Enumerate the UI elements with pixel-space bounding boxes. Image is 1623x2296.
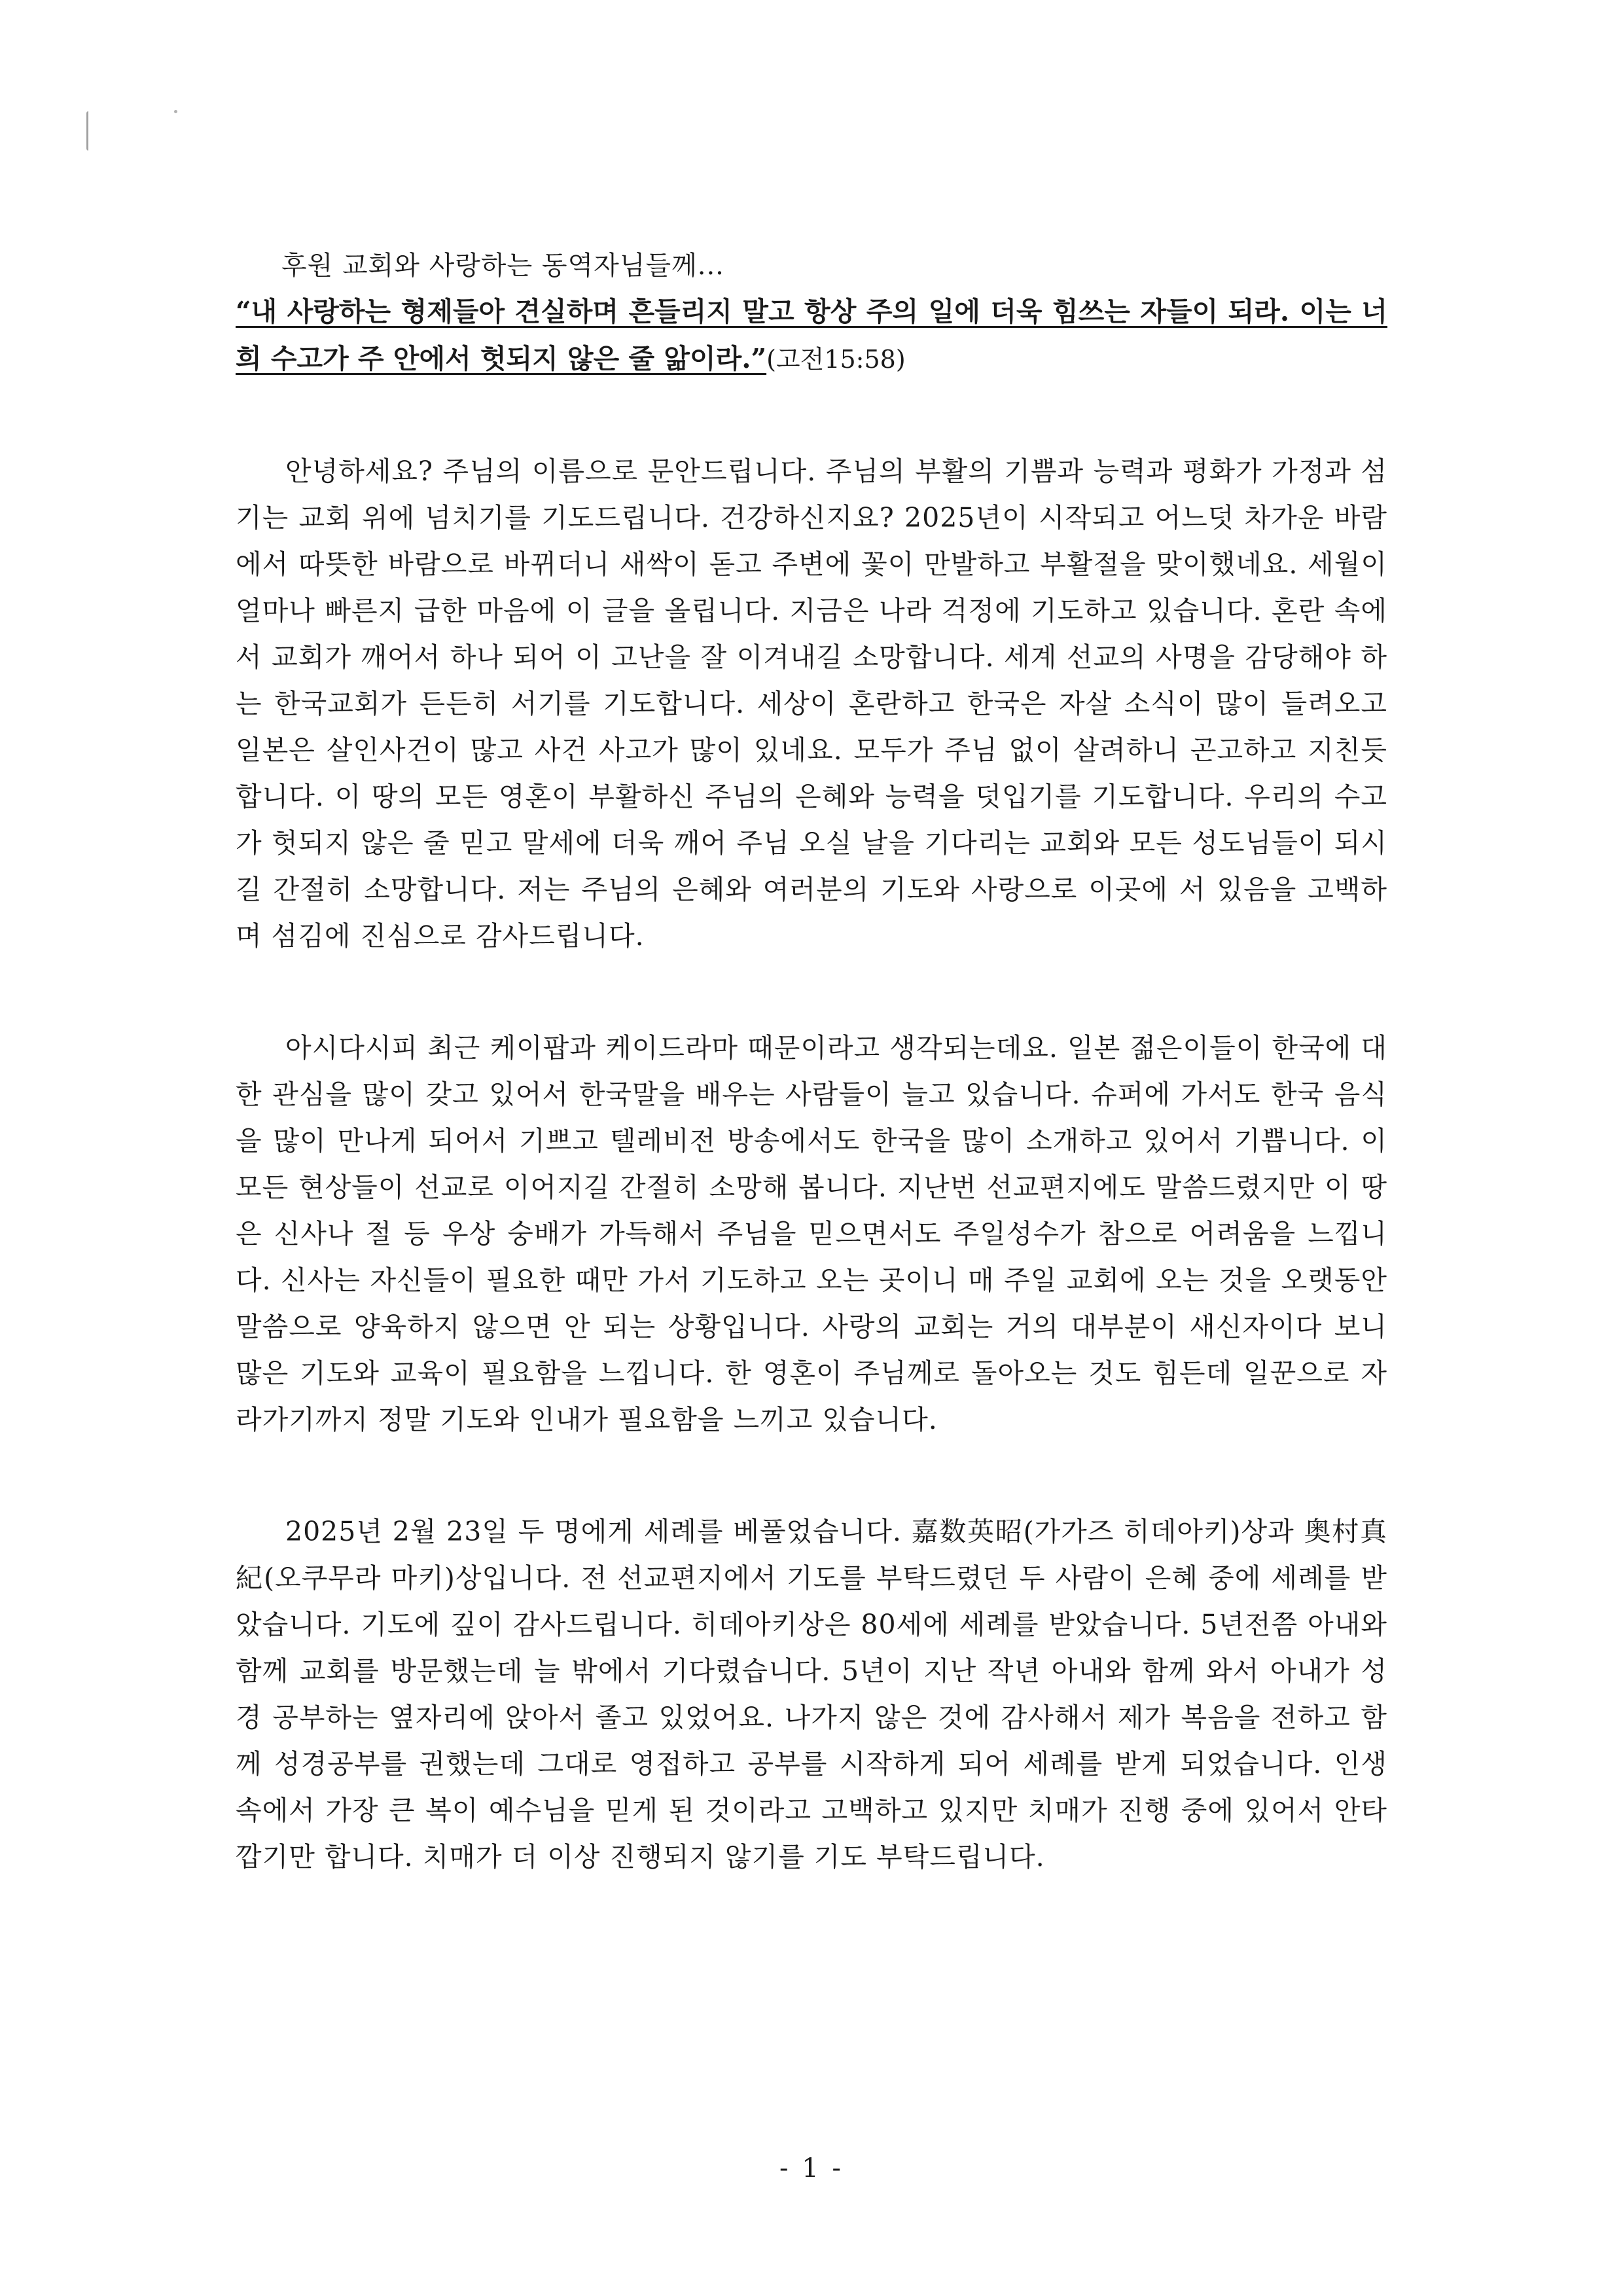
bible-verse (236, 288, 1387, 383)
paragraph-greeting-prayer: 안녕하세요? 주님의 이름으로 문안드립니다. 주님의 부활의 기쁨과 능력과 평화가 가정과 섬기는 교회 위에 넘치기를 기도드립니다. 건강하신지요? 2025년이 시작되고 어느덧 차가운 바람에서 따뜻한 바람으로 바뀌더니 새싹이 돋고 주변에 꽃이 만발하고 부활절을 맞이했네요. 세월이 얼마나 빠른지 급한 마음에 이 글을 올립니다. 지금은 나라 걱정에 기도하고 있습니다. 혼란 속에서 교회가 깨어서 하나 되어 이 고난을 잘 이겨내길 소망합니다. 세계 선교의 사명을 감당해야 하는 한국교회가 든든히 서기를 기도합니다. 세상이 혼란하고 한국은 자살 소식이 많이 들려오고 일본은 살인사건이 많고 사건 사고가 많이 있네요. 모두가 주님 없이 살려하니 곤고하고 지친듯 합니다. 이 땅의 모든 영혼이 부활하신 주님의 은혜와 능력을 덧입기를 기도합니다. 우리의 수고가 헛되지 않은 줄 믿고 말세에 더욱 깨어 주님 오실 날을 기다리는 교회와 모든 성도님들이 되시길 간절히 소망합니다. 저는 주님의 은혜와 여러분의 기도와 사랑으로 이곳에 서 있음을 고백하며 섬김에 진심으로 감사드립니다. (236, 456, 1387, 952)
greeting: 후원 교회와 사랑하는 동역자님들께... (281, 251, 724, 281)
paragraph-korean-culture: 아시다시피 최근 케이팝과 케이드라마 때문이라고 생각되는데요. 일본 젊은이들이 한국에 대한 관심을 많이 갖고 있어서 한국말을 배우는 사람들이 늘고 있습니다. 슈퍼에 가서도 한국 음식을 많이 만나게 되어서 기쁘고 텔레비전 방송에서도 한국을 많이 소개하고 있어서 기쁩니다. 이 모든 현상들이 선교로 이어지길 간절히 소망해 봅니다. 지난번 선교편지에도 말씀드렸지만 이 땅은 신사나 절 등 우상 숭배가 가득해서 주님을 믿으면서도 주일성수가 참으로 어려움을 느낍니다. 신사는 자신들이 필요한 때만 가서 기도하고 오는 곳이니 매 주일 교회에 오는 것을 오랫동안 말씀으로 양육하지 않으면 안 되는 상황입니다. 사랑의 교회는 거의 대부분이 새신자이다 보니 많은 기도와 교육이 필요함을 느낍니다. 한 영혼이 주님께로 돌아오는 것도 힘든데 일꾼으로 자라가기까지 정말 기도와 인내가 필요함을 느끼고 있습니다. (236, 1032, 1387, 1435)
letter-body (236, 247, 1387, 1880)
paragraph-baptism: 2025년 2월 23일 두 명에게 세례를 베풀었습니다. 嘉数英昭(가가즈 히데아키)상과 奥村真紀(오쿠무라 마키)상입니다. 전 선교편지에서 기도를 부탁드렸던 두 사람이 은혜 중에 세례를 받았습니다. 기도에 깊이 감사드립니다. 히데아키상은 80세에 세례를 받았습니다. 5년전쯤 아내와 함께 교회를 방문했는데 늘 밖에서 기다렸습니다. 5년이 지난 작년 아내와 함께 와서 아내가 성경 공부하는 옆자리에 앉아서 졸고 있었어요. 나가지 않은 것에 감사해서 제가 복음을 전하고 함께 성경공부를 권했는데 그대로 영접하고 공부를 시작하게 되어 세례를 받게 되었습니다. 인생 속에서 가장 큰 복이 예수님을 믿게 된 것이라고 고백하고 있지만 치매가 진행 중에 있어서 안타깝기만 합니다. 치매가 더 이상 진행되지 않기를 기도 부탁드립니다. (236, 1516, 1387, 1873)
page-number: - 1 - (779, 2153, 844, 2183)
scan-artifact-mark (86, 111, 92, 151)
verse-quote: “내 사랑하는 형제들아 견실하며 흔들리지 말고 항상 주의 일에 더욱 힘쓰는 자들이 되라. 이는 너희 수고가 주 안에서 헛되지 않은 줄 앎이라.” (236, 296, 1387, 374)
scan-artifact-dot (174, 110, 177, 113)
verse-reference: (고전15:58) (766, 345, 906, 374)
